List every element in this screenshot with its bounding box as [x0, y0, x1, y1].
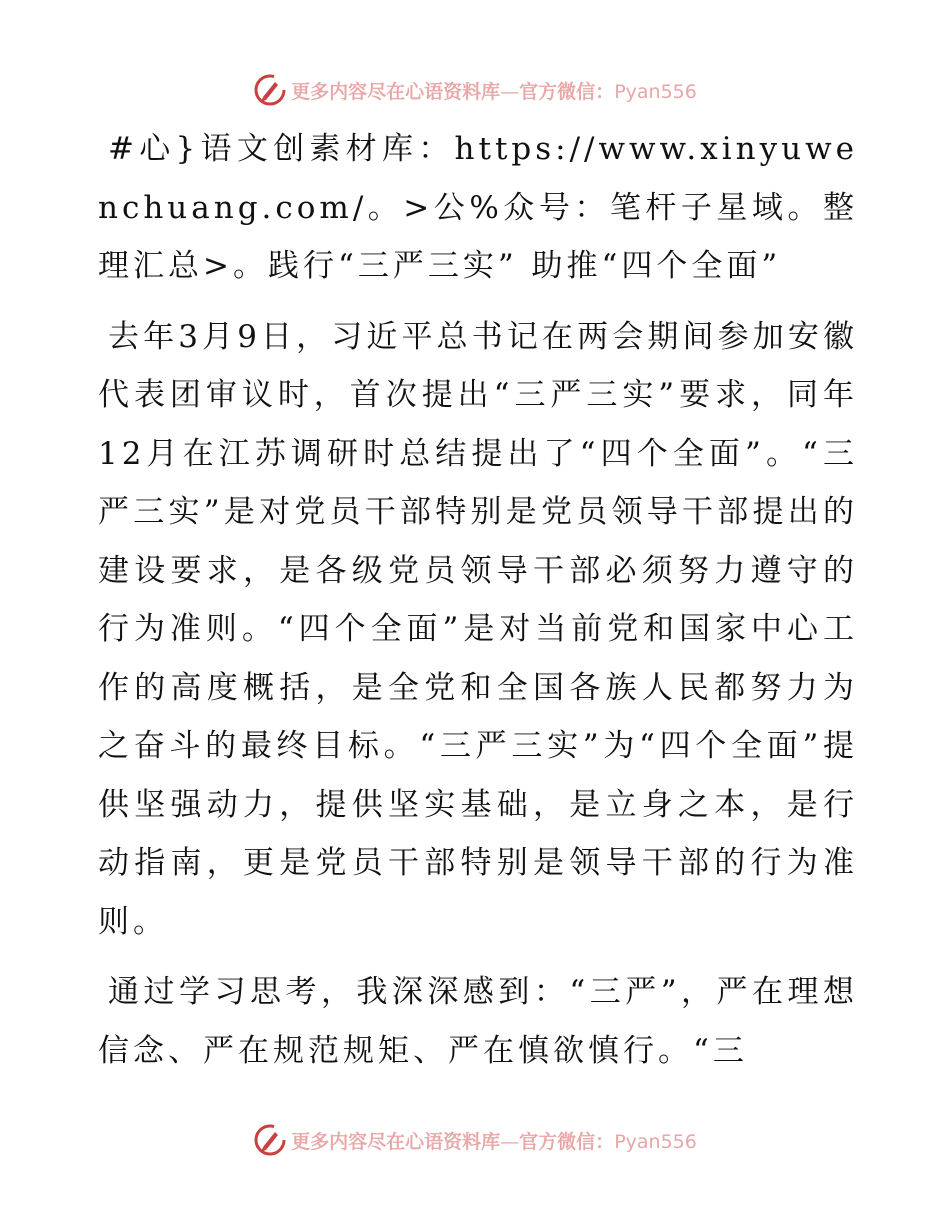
footer-watermark: [0, 1120, 950, 1160]
watermark-text: 更多内容尽在心语资料库—官方微信：Pyan556: [291, 80, 697, 103]
paragraph-2: 去年3月9日，习近平总书记在两会期间参加安徽代表团审议时，首次提出“三严三实”要求，同年12月在江苏调研时总结提出了“四个全面”。“三严三实”是对党员干部特别是党员领导干部提出的建设要求，是各级党员领导干部必须努力遵守的行为准则。“四个全面”是对当前党和国家中心工作的高度概括，是全党和全国各族人民都努力为之奋斗的最终目标。“三严三实”为“四个全面”提供坚强动力，提供坚实基础，是立身之本，是行动指南，更是党员干部特别是领导干部的行为准则。: [98, 318, 858, 940]
watermark-text: 更多内容尽在心语资料库—官方微信：Pyan556: [291, 1130, 697, 1153]
paragraph-3: 通过学习思考，我深深感到：“三严”，严在理想信念、严在规范规矩、严在慎欲慎行。“三: [98, 974, 858, 1069]
pen-nib-logo-icon: [253, 73, 287, 107]
pen-nib-logo-icon: [253, 1123, 287, 1157]
paragraph-1: #心}语文创素材库：https://www.xinyuwenchuang.com/。>公%众号：笔杆子星域。整理汇总>。践行“三严三实” 助推“四个全面”: [98, 131, 858, 284]
document-body: [98, 120, 858, 1092]
header-watermark: [0, 70, 950, 110]
